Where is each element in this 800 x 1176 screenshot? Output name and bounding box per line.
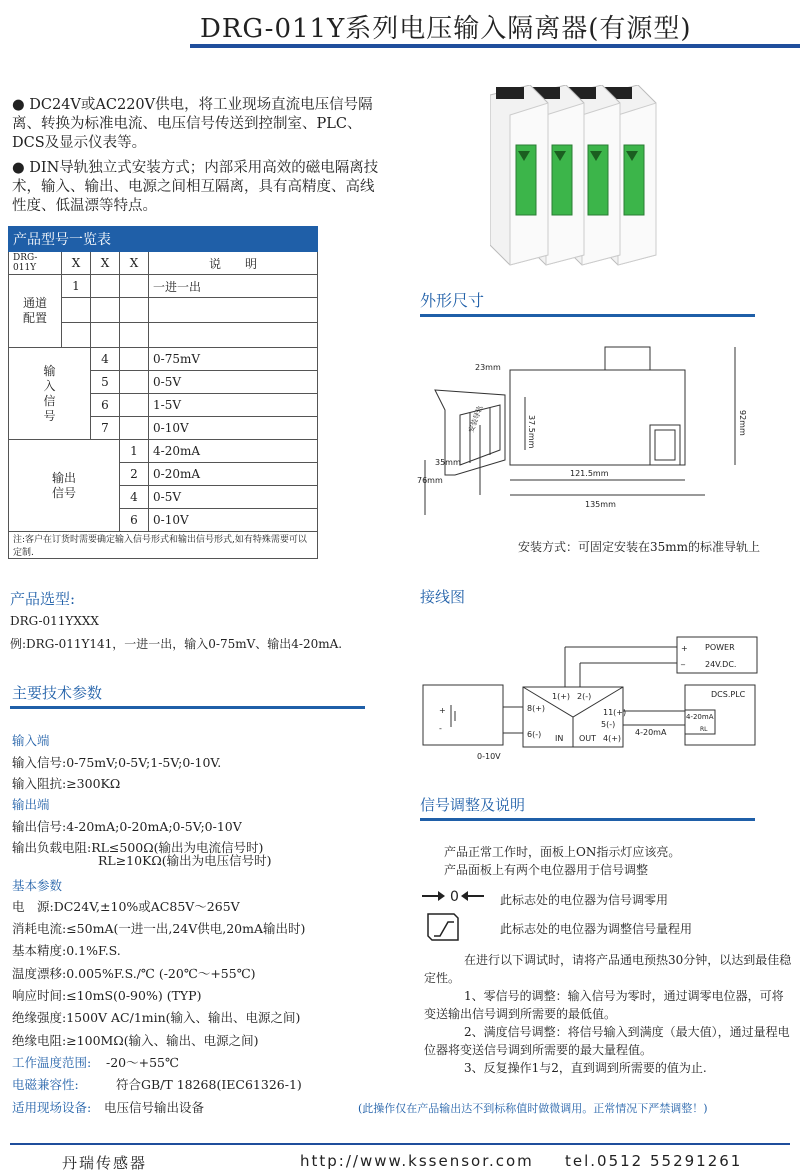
output-desc: 0-10V	[149, 509, 318, 532]
wiring-power: POWER	[705, 643, 735, 652]
dim-121: 121.5mm	[570, 469, 609, 478]
adjust-para-1: 在进行以下调试时，请将产品通电预热30分钟，以达到最佳稳定性。	[424, 953, 792, 985]
channel-label: 通道配置	[9, 275, 62, 348]
dim-37: 37.5mm	[527, 415, 536, 449]
input-desc: 1-5V	[149, 394, 318, 417]
app-label: 适用现场设备:	[12, 1100, 92, 1115]
adjust-symbols	[420, 884, 500, 944]
adjust-para-2: 1、零信号的调整：输入信号为零时，通过调零电位器，可将变送输出信号调到所需要的最低值。	[424, 989, 784, 1021]
wiring-power-plus: +	[681, 644, 688, 653]
adjust-warning: (此操作仅在产品输出达不到标称值时做微调用。正常情况下严禁调整！)	[358, 1102, 708, 1115]
spec-insulation: 绝缘电阻:≥100MΩ(输入、输出、电源之间)	[12, 1033, 259, 1048]
channel-code: 1	[62, 275, 91, 298]
channel-desc: 一进一出	[149, 275, 318, 298]
wiring-t2: 2(-)	[577, 692, 592, 701]
table-header-x3: X	[120, 252, 149, 275]
adjust-line-1: 产品正常工作时，面板上ON指示灯应该亮。	[444, 845, 681, 859]
footer-company: 丹瑞传感器	[62, 1154, 148, 1172]
spec-consumption: 消耗电流:≤50mA(一进一出,24V供电,20mA输出时)	[12, 921, 306, 936]
wiring-t5: 5(-)	[601, 720, 616, 729]
table-header-x2: X	[91, 252, 120, 275]
wiring-in-plus: +	[439, 706, 446, 715]
footer-web: http://www.kssensor.com	[300, 1152, 534, 1170]
wiring-range-in: 0-10V	[477, 752, 501, 761]
output-label: 输出信号	[9, 440, 120, 532]
wiring-meter: 4-20mA	[686, 713, 714, 721]
rail-label: 安装导轨	[467, 404, 485, 434]
table-title: 产品型号一览表	[9, 227, 318, 252]
input-signal: 输入信号:0-75mV;0-5V;1-5V;0-10V.	[12, 755, 222, 770]
input-desc: 0-5V	[149, 371, 318, 394]
wiring-diagram	[415, 635, 785, 765]
input-desc: 0-10V	[149, 417, 318, 440]
spec-isolation: 绝缘强度:1500V AC/1min(输入、输出、电源之间)	[12, 1010, 301, 1025]
input-code: 7	[91, 417, 120, 440]
adjust-line-2: 产品面板上有两个电位器用于信号调整	[444, 863, 649, 877]
dimensions-title: 外形尺寸	[420, 291, 485, 310]
wiring-t11: 11(+)	[603, 708, 627, 717]
temp-value: -20～+55℃	[106, 1055, 179, 1070]
wiring-t1: 1(+)	[552, 692, 571, 701]
spec-accuracy: 基本精度:0.1%F.S.	[12, 943, 121, 958]
wiring-power-spec: 24V.DC.	[705, 660, 737, 669]
zero-symbol: 0	[450, 889, 459, 905]
spec-power: 电 源:DC24V,±10%或AC85V～265V	[12, 899, 240, 914]
app-value: 电压信号输出设备	[104, 1100, 205, 1115]
model-table	[8, 226, 318, 559]
span-icon	[428, 914, 458, 940]
specs-title: 主要技术参数	[12, 684, 103, 702]
isolator-module	[490, 85, 548, 265]
table-header-x1: X	[62, 252, 91, 275]
wiring-in: IN	[555, 734, 564, 743]
dim-135: 135mm	[585, 500, 616, 509]
table-header-model: DRG-011Y	[9, 252, 62, 275]
output-code: 2	[120, 463, 149, 486]
title-underline	[190, 44, 800, 48]
wiring-title: 接线图	[420, 588, 466, 606]
adjust-underline	[420, 818, 755, 821]
output-code: 1	[120, 440, 149, 463]
dimension-drawing	[415, 335, 775, 535]
dim-92: 92mm	[738, 410, 747, 436]
dim-76: 76mm	[417, 476, 443, 485]
dim-35: 35mm	[435, 458, 461, 467]
wiring-out: OUT	[579, 734, 597, 743]
dim-23: 23mm	[475, 363, 501, 372]
output-code: 4	[120, 486, 149, 509]
wiring-t8: 8(+)	[527, 704, 546, 713]
wiring-t6: 6(-)	[527, 730, 542, 739]
zero-text: 此标志处的电位器为信号调零用	[500, 893, 669, 907]
output-desc: 0-20mA	[149, 463, 318, 486]
table-header-desc: 说 明	[149, 252, 318, 275]
input-label: 输入信号	[9, 348, 91, 440]
selection-title: 产品选型:	[10, 590, 76, 608]
span-text: 此标志处的电位器为调整信号量程用	[500, 922, 693, 936]
wiring-dcs: DCS.PLC	[711, 690, 746, 699]
footer-line	[10, 1143, 790, 1145]
footer-tel: tel.0512 55291261	[565, 1152, 743, 1170]
output-load-2: RL≥10KΩ(输出为电压信号时)	[98, 853, 272, 868]
adjust-title: 信号调整及说明	[420, 796, 526, 814]
input-head: 输入端	[12, 733, 50, 748]
input-code: 6	[91, 394, 120, 417]
install-note: 安装方式：可固定安装在35mm的标准导轨上	[518, 540, 761, 554]
input-code: 4	[91, 348, 120, 371]
output-load-1: 输出负载电阻:RL≤500Ω(输出为电流信号时)	[12, 840, 264, 855]
output-desc: 0-5V	[149, 486, 318, 509]
output-signal: 输出信号:4-20mA;0-20mA;0-5V;0-10V	[12, 819, 242, 834]
emc-label: 电磁兼容性:	[12, 1077, 79, 1092]
page-title: DRG-011Y系列电压输入隔离器(有源型)	[200, 14, 692, 44]
adjust-para-4: 3、反复操作1与2，直到调到所需要的值为止.	[464, 1061, 707, 1075]
selection-example: 例:DRG-011Y141，一进一出，输入0-75mV、输出4-20mA.	[10, 637, 343, 651]
emc-value: 符合GB/T 18268(IEC61326-1)	[116, 1077, 302, 1092]
spec-drift: 温度漂移:0.005%F.S./℃ (-20℃～+55℃)	[12, 966, 256, 981]
product-photo	[490, 85, 670, 270]
adjust-para-3: 2、满度信号调整：将信号输入到满度（最大值），通过量程电位器将变送信号调到所需要的最大量程值。	[424, 1025, 790, 1057]
wiring-range-out: 4-20mA	[635, 728, 667, 737]
intro-paragraph-1: ● DC24V或AC220V供电，将工业现场直流电压信号隔离、转换为标准电流、电压信号传送到控制室、PLC、DCS及显示仪表等。	[12, 97, 373, 151]
wiring-rl: RL	[700, 726, 708, 733]
output-desc: 4-20mA	[149, 440, 318, 463]
input-desc: 0-75mV	[149, 348, 318, 371]
dimensions-underline	[420, 314, 755, 317]
input-impedance: 输入阻抗:≥300KΩ	[12, 776, 121, 791]
selection-model: DRG-011YXXX	[10, 614, 99, 628]
spec-response: 响应时间:≤10mS(0-90%) (TYP)	[12, 988, 202, 1003]
intro-paragraph-2: ● DIN导轨独立式安装方式；内部采用高效的磁电隔离技术，输入、输出、电源之间相互隔离，具有高精度、高线性度、低温漂等特点。	[12, 160, 379, 214]
input-code: 5	[91, 371, 120, 394]
temp-label: 工作温度范围:	[12, 1055, 92, 1070]
table-note: 注:客户在订货时需要确定输入信号形式和输出信号形式,如有特殊需要可以定制.	[9, 532, 318, 559]
wiring-t4: 4(+)	[603, 734, 622, 743]
wiring-power-minus: _	[681, 656, 685, 665]
basic-head: 基本参数	[12, 878, 63, 893]
output-head: 输出端	[12, 797, 50, 812]
specs-underline	[10, 706, 365, 709]
wiring-in-minus: -	[439, 724, 442, 733]
output-code: 6	[120, 509, 149, 532]
